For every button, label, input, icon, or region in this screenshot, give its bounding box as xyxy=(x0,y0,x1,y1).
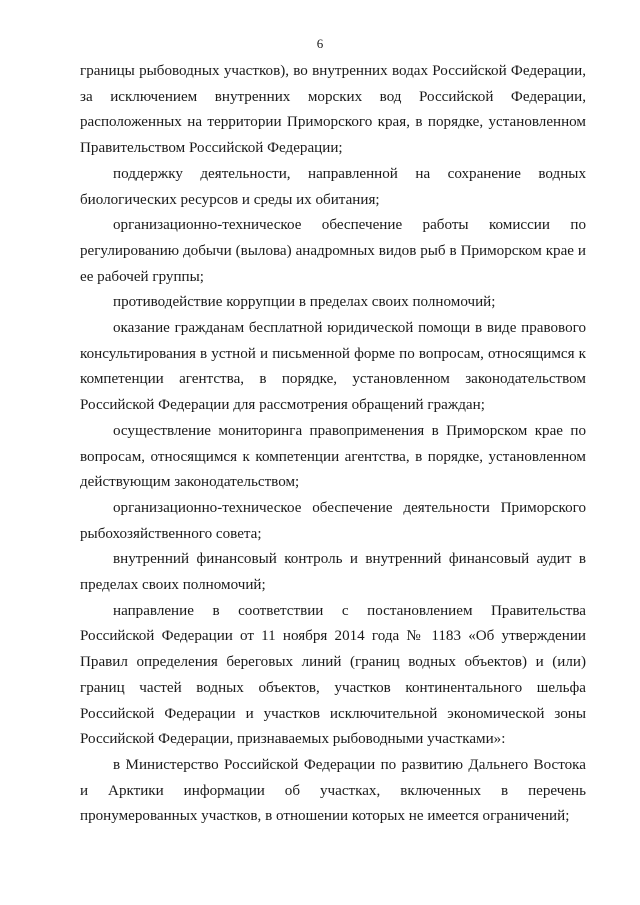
paragraph-continued: границы рыбоводных участков), во внутренних водах Российской Федерации, за исключением внутренних морских вод Российской Федерации, расположенных на территории Приморского края, в порядке, установленном Правительством Российской Федерации; xyxy=(80,63,586,157)
paragraph: организационно-техническое обеспечение деятельности Приморского рыбохозяйственного совета; xyxy=(80,499,586,542)
paragraph: внутренний финансовый контроль и внутренний финансовый аудит в пределах своих полномочий; xyxy=(80,551,586,594)
document-body xyxy=(80,59,586,830)
page-number: 6 xyxy=(316,36,324,51)
paragraph: в Министерство Российской Федерации по развитию Дальнего Востока и Арктики информации об участках, включенных в перечень пронумерованных участков, в отношении которых не имеется ограничений; xyxy=(80,756,586,825)
paragraph: поддержку деятельности, направленной на сохранение водных биологических ресурсов и среды их обитания; xyxy=(80,165,586,208)
paragraph: организационно-техническое обеспечение работы комиссии по регулированию добычи (вылова) анадромных видов рыб в Приморском крае и ее рабочей группы; xyxy=(80,217,586,285)
paragraph: осуществление мониторинга правоприменения в Приморском крае по вопросам, относящимся к компетенции агентства, в порядке, установленном действующим законодательством; xyxy=(80,422,586,491)
paragraph: оказание гражданам бесплатной юридической помощи в виде правового консультирования в устной и письменной форме по вопросам, относящимся к компетенции агентства, в порядке, установленном законодательством Российской Федерации для рассмотрения обращений граждан; xyxy=(80,320,586,414)
paragraph: направление в соответствии с постановлением Правительства Российской Федерации от 11 ноября 2014 года № 1183 «Об утверждении Правил определения береговых линий (границ водных объектов) и (или) границ частей водных объектов, участков континентального шельфа Российской Федерации и участков исключительной экономической зоны Российской Федерации, признаваемых рыбоводными участками»: xyxy=(80,602,586,748)
paragraph: противодействие коррупции в пределах своих полномочий; xyxy=(113,294,496,311)
